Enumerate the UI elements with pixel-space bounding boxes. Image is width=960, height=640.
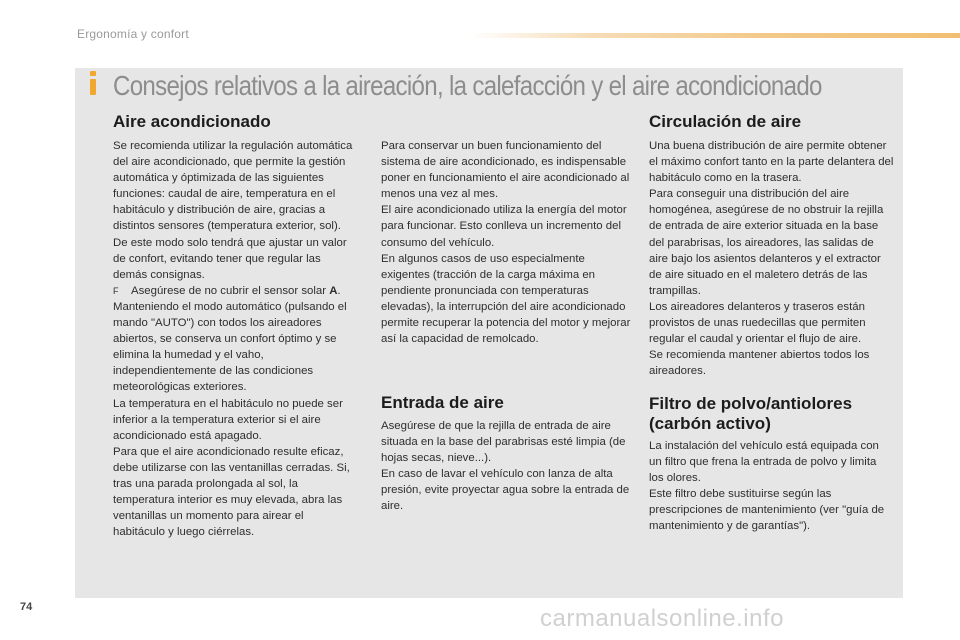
paragraph: Para que el aire acondicionado resulte eficaz, debe utilizarse con las ventanillas cerradas. Si, tras una parada prolongada al sol, la temperatura interior es muy elevada, abra las ventanillas un momento para airear el habitáculo y luego ciérrelas. [113,445,350,539]
paragraph: Este filtro debe sustituirse según las prescripciones de mantenimiento (ver "guía de mantenimiento y de garantías"). [649,488,885,533]
paragraph: Para conservar un buen funcionamiento del sistema de aire acondicionado, es indispensable poner en funcionamiento el aire acondicionado al menos una vez al mes. [381,140,630,201]
heading-aire-acondicionado: Aire acondicionado [113,112,271,131]
page-title: Consejos relativos a la aireación, la calefacción y el aire acondicionado [113,70,822,101]
heading-entrada-de-aire: Entrada de aire [381,393,504,412]
column-filtro [649,438,894,535]
paragraph: De este modo solo tendrá que ajustar un valor de confort, evitando tener que regular las demás consignas. [113,236,347,281]
page-number: 74 [20,601,33,613]
heading-filtro: Filtro de polvo/antiolores (carbón activo) [649,394,853,433]
paragraph: Una buena distribución de aire permite obtener el máximo confort tanto en la parte delantera del habitáculo como en la trasera. [649,140,894,185]
paragraph: Se recomienda utilizar la regulación automática del aire acondicionado, que permite la gestión automática y óptimizada de las siguientes funciones: caudal de aire, temperatura en el habitáculo y distribución de aire, gracias a distintos sensores (temperatura exterior, sol). [113,140,353,233]
paragraph: Los aireadores delanteros y traseros están provistos de unas ruedecillas que permiten regular el caudal y orientar el flujo de aire. [649,300,866,346]
bullet-item [113,283,358,299]
bullet-end: . [337,284,341,297]
paragraph: En caso de lavar el vehículo con lanza de alta presión, evite proyectar agua sobre la entrada de aire. [381,468,630,513]
paragraph: La temperatura en el habitáculo no puede ser inferior a la temperatura exterior si el aire acondicionado está apagado. [113,397,343,442]
column-circulacion-de-aire [649,138,894,379]
sensor-label: A [329,284,338,297]
paragraph: La instalación del vehículo está equipada con un filtro que frena la entrada de polvo y limita los olores. [649,440,879,485]
bullet-text: Asegúrese de no cubrir el sensor solar [131,284,327,297]
paragraph: Para conseguir una distribución del aire homogénea, asegúrese de no obstruir la rejilla de entrada de aire exterior situada en la base del parabrisas, los aireadores, las salidas de aire bajo los asientos delanteros y el extractor de aire situado en el maletero detrás de las trampillas. [649,188,884,297]
paragraph: Asegúrese de que la rejilla de entrada de aire situada en la base del parabrisas esté limpia (de hojas secas, nieve...). [381,420,626,465]
info-icon [85,68,101,98]
column-entrada-de-aire [381,418,631,515]
paragraph: En algunos casos de uso especialmente exigentes (tracción de la carga máxima en pendiente pronunciada con temperaturas elevadas), la interrupción del aire acondicionado permite recuperar la potencia del motor y mejorar así la capacidad de remolcado. [381,252,631,346]
heading-circulacion-de-aire: Circulación de aire [649,112,802,131]
header-accent-bar [470,33,960,38]
column-aire-acondicionado [113,138,358,540]
bullet-marker: F [113,285,119,296]
watermark: carmanualsonline.info [540,605,784,632]
paragraph: Manteniendo el modo automático (pulsando el mando "AUTO") con todos los aireadores abiertos, se conserva un confort óptimo y se elimina la humedad y el vaho, independientemente de las condiciones meteorológicas exteriores. [113,300,347,394]
paragraph: El aire acondicionado utiliza la energía del motor para funcionar. Esto conlleva un incremento del consumo del vehículo. [381,204,627,249]
paragraph: Se recomienda mantener abiertos todos los aireadores. [649,349,870,378]
column-aire-acondicionado-continued [381,138,631,347]
section-header: Ergonomía y confort [77,27,189,41]
